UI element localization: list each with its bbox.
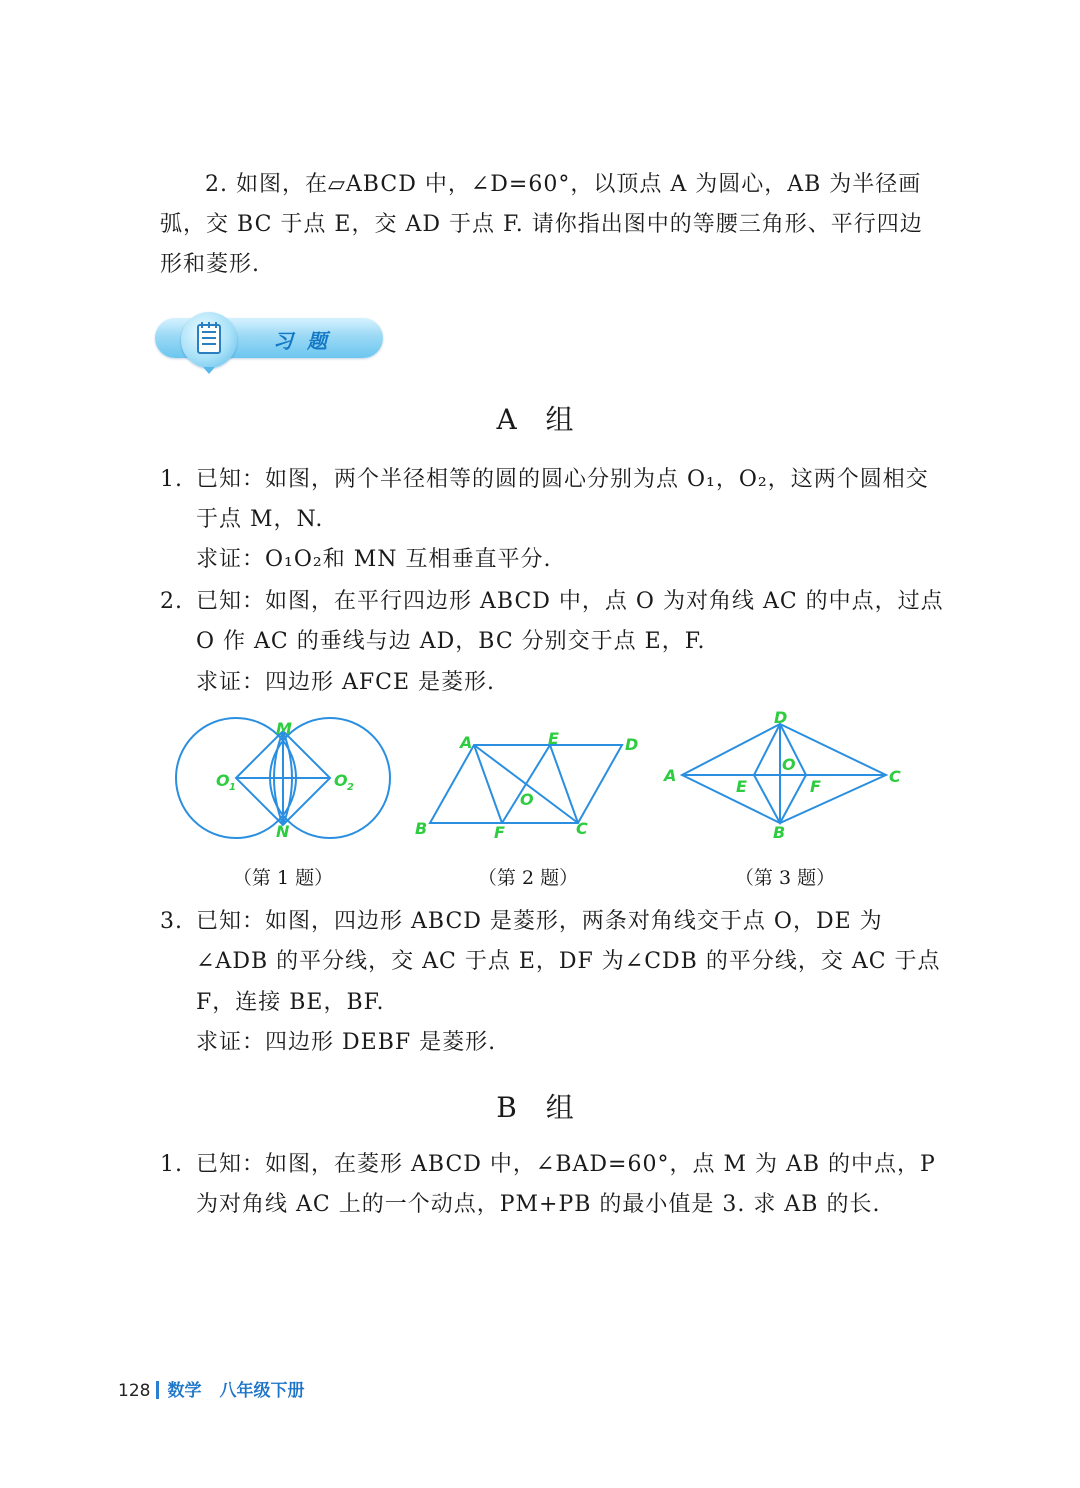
footer-subject: 数学 (167, 1381, 202, 1401)
label-m: M (276, 719, 292, 738)
label-d: D (774, 708, 788, 727)
intro-line-3: 形和菱形. (160, 252, 260, 277)
intro-line-1: 2. 如图，在▱ABCD 中，∠D=60°，以顶点 A 为圆心，AB 为半径画 (205, 172, 922, 197)
b1-number: 1. (160, 1152, 183, 1177)
figure-1-caption: （第 1 题） (232, 867, 334, 889)
a1-line-2: 于点 M，N. (196, 507, 324, 532)
b1-line-2: 为对角线 AC 上的一个动点，PM+PB 的最小值是 3. 求 AB 的长. (196, 1192, 881, 1217)
label-f: F (494, 823, 505, 842)
label-b: B (773, 823, 786, 842)
figure-3-caption: （第 3 题） (734, 867, 836, 889)
figure-3 (658, 706, 908, 844)
label-o: O (782, 755, 796, 774)
label-o2-sub: 2 (347, 782, 354, 793)
a2-line-2: O 作 AC 的垂线与边 AD，BC 分别交于点 E，F. (196, 629, 706, 654)
notepad-icon (181, 312, 237, 368)
banner-tip (203, 367, 215, 374)
a3-line-4: 求证：四边形 DEBF 是菱形. (196, 1030, 497, 1055)
a3-number: 3. (160, 909, 183, 934)
segment-ef (502, 745, 550, 823)
banner-label: 习题 (273, 329, 341, 353)
a2-number: 2. (160, 589, 183, 614)
a1-line-1: 已知：如图，两个半径相等的圆的圆心分别为点 O₁，O₂，这两个圆相交 (196, 467, 929, 492)
b1-line-1: 已知：如图，在菱形 ABCD 中，∠BAD=60°，点 M 为 AB 的中点，P (196, 1152, 936, 1177)
label-c: C (576, 819, 588, 838)
label-d: D (625, 735, 639, 754)
figure-2 (410, 728, 650, 843)
figure-2-caption: （第 2 题） (477, 867, 579, 889)
banner-circle (181, 312, 237, 368)
label-o1: O (216, 771, 230, 790)
label-e: E (736, 777, 747, 796)
label-e: E (548, 729, 559, 748)
footer-book: 八年级下册 (219, 1381, 305, 1401)
label-o2: O (334, 771, 348, 790)
label-f: F (810, 777, 821, 796)
label-o: O (520, 790, 534, 809)
a2-line-1: 已知：如图，在平行四边形 ABCD 中，点 O 为对角线 AC 的中点，过点 (196, 589, 944, 614)
a3-line-3: F，连接 BE，BF. (196, 990, 385, 1015)
label-o1-sub: 1 (229, 782, 236, 793)
a1-number: 1. (160, 467, 183, 492)
label-n: N (276, 822, 290, 841)
label-a: A (460, 733, 473, 752)
label-c: C (889, 767, 901, 786)
figure-1 (170, 712, 400, 847)
a1-line-3: 求证：O₁O₂和 MN 互相垂直平分. (196, 547, 552, 572)
a3-line-2: ∠ADB 的平分线，交 AC 于点 E，DF 为∠CDB 的平分线，交 AC 于点 (196, 949, 941, 974)
intro-line-2: 弧，交 BC 于点 E，交 AD 于点 F. 请你指出图中的等腰三角形、平行四边 (160, 212, 923, 237)
exercise-banner (155, 312, 385, 374)
footer-divider (156, 1381, 159, 1399)
page-footer (118, 1376, 304, 1401)
label-b: B (415, 819, 428, 838)
a3-line-1: 已知：如图，四边形 ABCD 是菱形，两条对角线交于点 O，DE 为 (196, 909, 883, 934)
a2-line-3: 求证：四边形 AFCE 是菱形. (196, 670, 496, 695)
group-a-title: A 组 (496, 403, 584, 436)
page-number: 128 (118, 1381, 151, 1401)
group-b-title: B 组 (496, 1091, 584, 1124)
label-a: A (664, 766, 677, 785)
